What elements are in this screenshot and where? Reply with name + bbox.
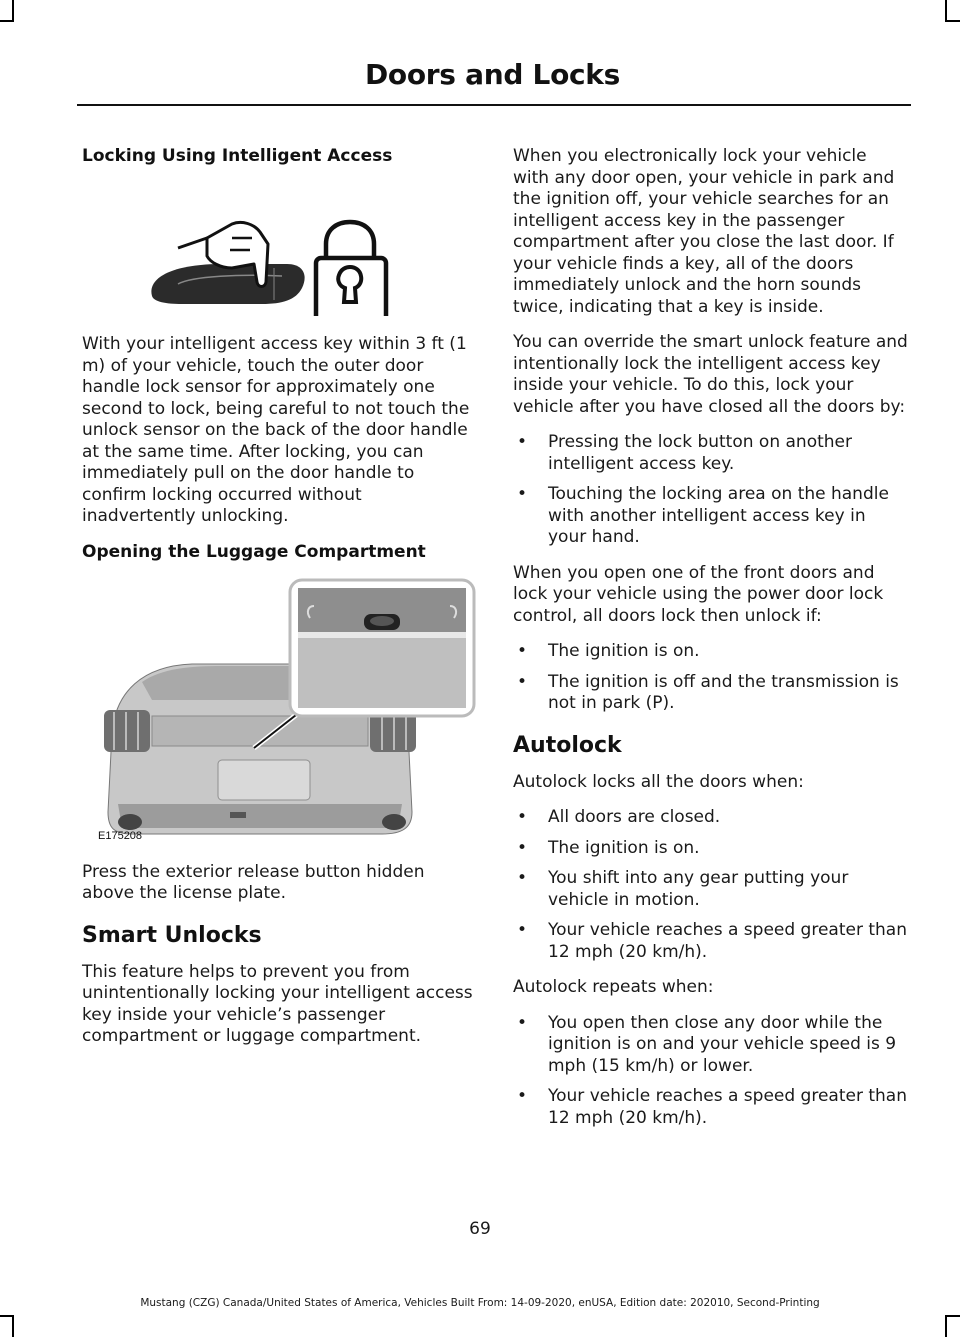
list-item: • You open then close any door while the ignition is on and your vehicle speed is 9 mph (15 km/h) or lower. [517,1012,897,1076]
list-item: • The ignition is off and the transmission is not in park (P). [517,671,899,713]
bullet-icon: • [517,868,528,888]
bullet-icon: • [517,807,528,827]
crop-mark [945,0,947,22]
right-column [513,146,908,1143]
crop-mark [0,1315,14,1317]
paragraph-electronic-lock: When you electronically lock your vehicle with any door open, your vehicle in park and the ignition off, your vehicle searches for an intelligent access key in the passenger compartment after you close the last door. If your vehicle finds a key, all of the doors immediately unlock and the horn sounds twice, indicating that a key is inside. [513,146,895,317]
section-autolock: Autolock [513,732,622,758]
figure-code: E175208 [98,829,143,842]
page-number: 69 [469,1219,491,1239]
list-item: • You shift into any gear putting your vehicle in motion. [517,868,849,910]
luggage-figure [82,572,477,844]
list-item: • The ignition is on. [517,837,700,858]
list-item: • Touching the locking area on the handle with another intelligent access key in your hand. [517,484,889,547]
autolock-list [513,807,908,963]
bullet-icon: • [517,920,528,940]
section-smart-unlocks: Smart Unlocks [82,922,262,948]
crop-mark [945,1315,960,1317]
list-item: • Your vehicle reaches a speed greater than 12 mph (20 km/h). [517,1086,907,1128]
paragraph-release-button: Press the exterior release button hidden above the license plate. [82,861,425,903]
crop-mark [12,1315,14,1337]
crop-mark [0,20,14,22]
bullet-icon: • [517,671,528,692]
door-handle-shape [151,264,304,304]
autolock-repeat-list [513,1013,908,1130]
lock-icon [316,218,386,316]
bullet-icon: • [517,432,528,452]
paragraph-locking: With your intelligent access key within 3 ft (1 m) of your vehicle, touch the outer door handle lock sensor for approximately one second to lock, being careful to not touch the unlock sensor on the back of the door handle at the same time. After locking, you can immediately pull on the door handle to confirm locking occurred without inadvertently unlocking. [82,334,470,526]
bullet-icon: • [517,837,528,858]
heading-luggage: Opening the Luggage Compartment [82,541,426,562]
override-list [513,432,908,549]
list-item: • The ignition is on. [517,641,700,661]
paragraph-autolock: Autolock locks all the doors when: [513,771,804,792]
list-item: • Your vehicle reaches a speed greater than 12 mph (20 km/h). [517,920,907,962]
crop-mark [12,0,14,22]
list-item: • Pressing the lock button on another intelligent access key. [517,432,852,474]
bullet-icon: • [517,484,528,504]
list-item: • All doors are closed. [517,807,721,827]
bullet-icon: • [517,1086,528,1106]
paragraph-smart-unlocks: This feature helps to prevent you from unintentionally locking your intelligent access key inside your vehicle’s passenger compartment or luggage compartment. [82,961,473,1046]
footer-info: Mustang (CZG) Canada/United States of America, Vehicles Built From: 14-09-2020, enUSA, Edition date: 202010, Second-Printing [140,1297,820,1309]
paragraph-override: You can override the smart unlock feature and intentionally lock the intelligent access key inside your vehicle. To do this, lock your vehicle after you have closed all the doors by: [513,332,908,417]
page-title: Doors and Locks [364,58,620,91]
door-handle-lock-figure [82,176,477,316]
bullet-icon: • [517,1012,528,1033]
left-column [82,146,477,1062]
crop-mark [945,1315,947,1337]
paragraph-front-doors: When you open one of the front doors and lock your vehicle using the power door lock control, all doors lock then unlock if: [513,562,884,626]
luggage-compartment-illustration [82,572,477,844]
bullet-icon: • [517,641,528,661]
header-divider [77,104,911,106]
heading-locking: Locking Using Intelligent Access [82,146,393,166]
crop-mark [945,20,960,22]
paragraph-autolock-repeats: Autolock repeats when: [513,977,714,997]
unlock-conditions-list [513,641,908,715]
